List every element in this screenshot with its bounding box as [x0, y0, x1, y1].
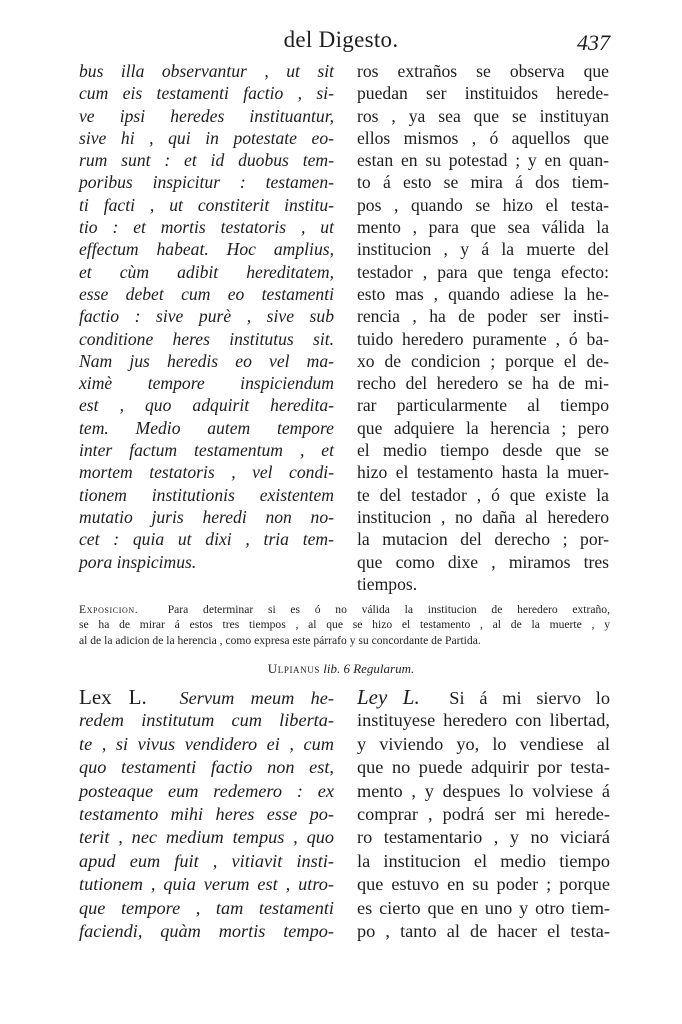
- spanish-line: comprar , podrá ser mi herede-: [357, 803, 610, 824]
- latin-column-2: [79, 686, 334, 943]
- spanish-line: Si á mi siervo lo: [449, 688, 610, 708]
- latin-line: mortem testatoris , vel condi-: [79, 462, 334, 483]
- spanish-line: y viviendo yo, lo vendiese al: [357, 733, 610, 754]
- latin-line: esse debet cum eo testamenti: [79, 283, 334, 304]
- latin-line: faciendi, quàm mortis tempo-: [79, 920, 334, 941]
- spanish-line: ros , ya sea que se instituyan: [357, 105, 609, 126]
- spanish-line: tuido heredero puramente , ó ba-: [357, 328, 609, 349]
- spanish-line: el medio tiempo desde que se: [357, 440, 609, 461]
- latin-line: ve ipsi heredes instituantur,: [79, 105, 334, 126]
- latin-line: sive hi , qui in potestate eo-: [79, 127, 334, 148]
- latin-line: conditione heres institutus sit.: [79, 328, 334, 349]
- latin-line: et cùm adibit hereditatem,: [79, 261, 334, 282]
- spanish-line: estan en su potestad ; y en quan-: [357, 150, 609, 171]
- header-title: del Digesto.: [283, 27, 399, 52]
- latin-line: poribus inspicitur : testamen-: [79, 172, 334, 193]
- spanish-line: to á esto se mira á dos tiem-: [357, 172, 609, 193]
- latin-line: quo testamenti factio non est,: [79, 757, 334, 778]
- spanish-line: mento , y despues lo volviese á: [357, 780, 610, 801]
- spanish-line: pos , quando se hizo el testa-: [357, 194, 609, 215]
- ley-heading: Ley L.: [357, 685, 420, 709]
- spanish-line: xo de condicion ; porque el de-: [357, 350, 609, 371]
- spanish-line: es cierto que en uno y otro tiem-: [357, 897, 610, 918]
- exposicion-line: al de la adicion de la herencia , como expresa este párrafo y su concordante de Partida.: [79, 633, 481, 647]
- spanish-line: mento , para que sea válida la: [357, 217, 609, 238]
- spanish-line: que no puede adquirir por testa-: [357, 757, 610, 778]
- source-citation: [0, 661, 682, 677]
- spanish-column-2: [357, 686, 610, 943]
- latin-line: Nam jus heredis eo vel ma-: [79, 350, 334, 371]
- spanish-column-1: [357, 60, 609, 595]
- latin-line: mutatio juris heredi non no-: [79, 506, 334, 527]
- spanish-line: te del testador , ó que existe la: [357, 484, 609, 505]
- latin-line: te , si vivus vendidero ei , cum: [79, 733, 334, 754]
- spanish-line: que adquiere la herencia ; pero: [357, 417, 609, 438]
- spanish-line: ro testamentario , y no viciará: [357, 827, 610, 848]
- latin-line: apud eum fuit , vitiavit insti-: [79, 850, 334, 871]
- latin-line: testamento mihi heres esse po-: [79, 803, 334, 824]
- spanish-line: ellos mismos , ó aquellos que: [357, 127, 609, 148]
- spanish-line: testador , para que tenga efecto:: [357, 261, 609, 282]
- exposicion-line: se ha de mirar á estos tres tiempos , al que se hizo el testamento , al de la muerte , y: [79, 618, 610, 632]
- lex-heading: Lex L.: [79, 685, 147, 709]
- spanish-line: recho del heredero se ha de mi-: [357, 373, 609, 394]
- spanish-line: institucion , no daña al heredero: [357, 506, 609, 527]
- spanish-line: puedan ser instituidos herede-: [357, 83, 609, 104]
- latin-line: est , quo adquirit heredita-: [79, 395, 334, 416]
- latin-line: que tempore , tam testamenti: [79, 897, 334, 918]
- latin-line: ximè tempore inspiciendum: [79, 373, 334, 394]
- latin-column-1: [79, 60, 334, 573]
- latin-line: tem. Medio autem tempore: [79, 417, 334, 438]
- latin-line: pora inspicimus.: [79, 551, 197, 572]
- source-author: Ulpianus: [267, 661, 320, 676]
- latin-line: posteaque eum redemero : ex: [79, 780, 334, 801]
- exposicion-note: [79, 602, 610, 648]
- spanish-line: rar particularmente al tiempo: [357, 395, 609, 416]
- spanish-line: que estuvo en su poder ; porque: [357, 874, 610, 895]
- spanish-line: institucion , y á la muerte del: [357, 239, 609, 260]
- spanish-line: rencia , ha de poder ser insti-: [357, 306, 609, 327]
- spanish-line: esto mas , quando adiese la he-: [357, 283, 609, 304]
- latin-line: rum sunt : et id duobus tem-: [79, 150, 334, 171]
- spanish-line: ros extraños se observa que: [357, 61, 609, 81]
- exposicion-label: Exposicion.: [79, 603, 139, 616]
- spanish-line: hizo el testamento hasta la muer-: [357, 462, 609, 483]
- latin-line: tionem institutionis existentem: [79, 484, 334, 505]
- latin-line: effectum habeat. Hoc amplius,: [79, 239, 334, 260]
- latin-line: cum eis testamenti factio , si-: [79, 83, 334, 104]
- latin-line: tutionem , quia verum est , utro-: [79, 874, 334, 895]
- latin-line: bus illa observantur , ut sit: [79, 61, 334, 81]
- page-number: 437: [577, 30, 610, 55]
- latin-line: redem institutum cum liberta-: [79, 710, 334, 731]
- latin-line: inter factum testamentum , et: [79, 440, 334, 461]
- spanish-line: la institucion el medio tiempo: [357, 850, 610, 871]
- exposicion-line: Para determinar si es ó no válida la institucion de heredero extraño,: [167, 603, 610, 616]
- latin-line: factio : sive purè , sive sub: [79, 306, 334, 327]
- spanish-line: la mutacion del derecho ; por-: [357, 529, 609, 550]
- latin-line: cet : quia ut dixi , tria tem-: [79, 529, 334, 550]
- spanish-line: que como dixe , miramos tres: [357, 551, 609, 572]
- latin-line: ti facti , ut constiterit institu-: [79, 194, 334, 215]
- latin-line: terit , nec medium tempus , quo: [79, 827, 334, 848]
- spanish-line: tiempos.: [357, 573, 418, 594]
- latin-line: tio : et mortis testatoris , ut: [79, 217, 334, 238]
- spanish-line: po , tanto al de hacer el testa-: [357, 920, 610, 941]
- spanish-line: instituyese heredero con libertad,: [357, 710, 610, 731]
- source-reference: lib. 6 Regularum.: [323, 661, 415, 676]
- latin-line: Servum meum he-: [179, 688, 334, 708]
